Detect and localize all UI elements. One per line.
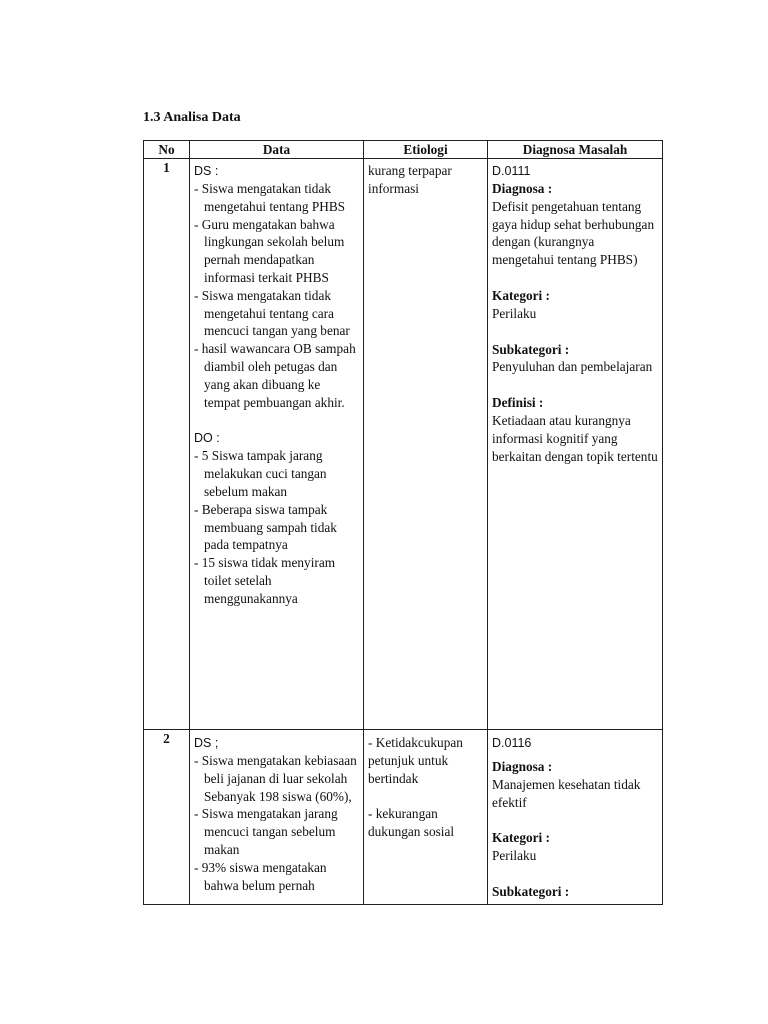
diagnosa-text: Defisit pengetahuan tentang gaya hidup sehat berhubungan dengan (kurangnya mengetahui tentang PHBS) — [492, 198, 655, 268]
table-header-row — [144, 141, 663, 159]
ds-list — [194, 180, 359, 411]
do-label: DO : — [194, 431, 220, 446]
kategori-text: Perilaku — [492, 305, 537, 321]
diagnosa-text: Manajemen kesehatan tidak efektif — [492, 776, 641, 810]
list-item: - hasil wawancara OB sampah diambil oleh petugas dan yang akan dibuang ke tempat pembuangan akhir. — [194, 341, 356, 410]
definisi-label: Definisi : — [492, 395, 544, 411]
column-header-no: No — [144, 141, 190, 159]
do-list — [194, 447, 359, 607]
list-item: - Siswa mengatakan jarang mencuci tangan sebelum makan — [194, 806, 338, 857]
list-item: - Guru mengatakan bahwa lingkungan sekolah belum pernah mendapatkan informasi terkait PHBS — [194, 216, 345, 285]
analysis-table — [143, 140, 663, 905]
ds-label: DS ; — [194, 736, 219, 750]
diagnosis-code: D.0116 — [492, 736, 532, 750]
subkategori-text: Penyuluhan dan pembelajaran — [492, 359, 653, 375]
list-item: - 5 Siswa tampak jarang melakukan cuci tangan sebelum makan — [194, 448, 327, 499]
column-header-etiologi: Etiologi — [364, 141, 488, 159]
subkategori-label: Subkategori : — [492, 883, 570, 899]
column-header-data: Data — [190, 141, 364, 159]
data-cell — [190, 730, 364, 905]
diagnosa-label: Diagnosa : — [492, 759, 553, 774]
list-item: - Beberapa siswa tampak membuang sampah tidak pada tempatnya — [194, 501, 337, 553]
list-item: - Siswa mengatakan kebiasaan beli jajanan di luar sekolah Sebanyak 198 siswa (60%), — [194, 753, 357, 804]
kategori-label: Kategori : — [492, 830, 550, 846]
diagnosis-code: D.0111 — [492, 164, 531, 178]
column-header-diagnosa-masalah: Diagnosa Masalah — [488, 141, 663, 159]
data-cell — [190, 159, 364, 730]
etiologi-cell — [364, 730, 488, 905]
etiologi-text: kurang terpapar informasi — [368, 163, 452, 196]
definisi-text: Ketiadaan atau kurangnya informasi kognitif yang berkaitan dengan topik tertentu — [492, 412, 658, 464]
list-item: - 15 siswa tidak menyiram toilet setelah menggunakannya — [194, 555, 336, 606]
row-number: 2 — [144, 730, 190, 905]
etiologi-text: - Ketidakcukupan petunjuk untuk bertindak — [368, 735, 463, 786]
ds-list — [194, 752, 359, 894]
etiologi-text: - kekurangan dukungan sosial — [368, 806, 455, 840]
kategori-label: Kategori : — [492, 287, 550, 303]
section-heading: 1.3 Analisa Data — [143, 110, 241, 125]
list-item: - Siswa mengatakan tidak mengetahui tentang cara mencuci tangan yang benar — [194, 287, 350, 339]
kategori-text: Perilaku — [492, 848, 537, 864]
diagnosa-cell — [488, 159, 663, 730]
list-item: - Siswa mengatakan tidak mengetahui tentang PHBS — [194, 181, 346, 214]
ds-label: DS : — [194, 164, 219, 178]
list-item: - 93% siswa mengatakan bahwa belum pernah — [194, 859, 327, 893]
row-number: 1 — [144, 159, 190, 730]
table-row — [144, 159, 663, 730]
table-row — [144, 730, 663, 905]
etiologi-cell — [364, 159, 488, 730]
subkategori-label: Subkategori : — [492, 341, 570, 357]
diagnosa-cell — [488, 730, 663, 905]
diagnosa-label: Diagnosa : — [492, 181, 553, 196]
